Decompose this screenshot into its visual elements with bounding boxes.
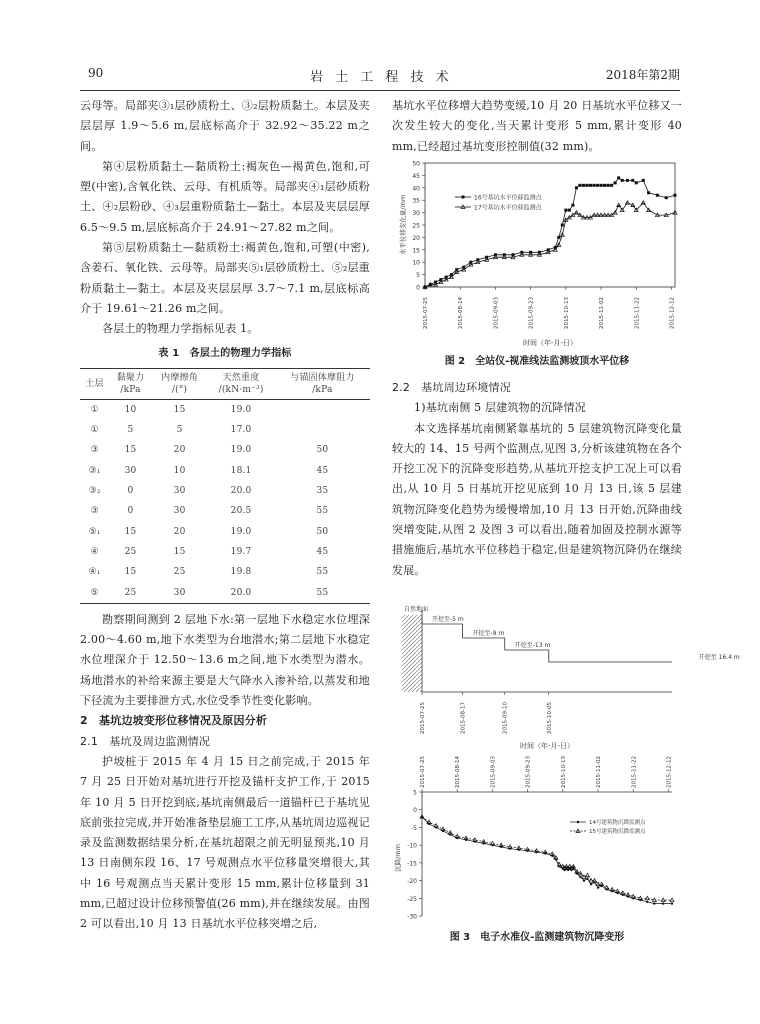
journal-title: 岩 土 工 程 技 术	[310, 70, 453, 85]
paragraph: 勘察期间测到 2 层地下水:第一层地下水稳定水位埋深 2.00～4.60 m,地下水类型为台地潜水;第二层地下水稳定水位埋深介于 12.50～13.6 m之间,地下水类型为潜水。场地潜水的补给来源主要是大气降水入渗补给,以蒸发和地下径流为主要排泄方式,水位受季节性变化影响。	[80, 612, 370, 708]
data-point	[568, 209, 571, 212]
table-row	[80, 542, 370, 562]
paragraph: 各层土的物理力学指标见表 1。	[102, 322, 259, 336]
table-cell: ④₁	[88, 567, 101, 578]
excavation-step-label: 开挖至-9 m	[472, 630, 505, 637]
table-cell: 20.5	[230, 506, 252, 517]
table-header-cell: 土层	[80, 368, 109, 399]
y-tick-label: 30	[412, 210, 420, 218]
table-header-cell: 黏聚力 /kPa	[109, 368, 151, 399]
data-point	[652, 898, 656, 902]
table-cell: 19.0	[230, 445, 252, 456]
table-cell: ③	[90, 445, 99, 456]
table-cell: ③₁	[88, 465, 101, 476]
table-cell: 55	[316, 567, 329, 578]
excavation-step-label: 开挖至 16.4 m	[698, 654, 740, 661]
series-line-16	[425, 178, 675, 287]
x-tick-label: 2015-11-02	[596, 756, 603, 788]
x-tick-label: 2015-09-23	[528, 297, 535, 329]
x-tick-label: 2015-09-03	[490, 756, 497, 788]
left-column	[80, 96, 370, 935]
data-point	[635, 181, 638, 184]
x-tick-label: 2015-10-13	[560, 756, 567, 788]
data-point	[653, 902, 655, 904]
y-tick-label: 15	[412, 247, 420, 255]
table-cell: 45	[316, 465, 329, 476]
table-header-cell: 内摩擦角 /(°)	[152, 368, 208, 399]
y-tick-label: 20	[412, 234, 420, 242]
x-tick-label: 2015-08-14	[455, 756, 462, 788]
table-caption: 表 1 各层土的物理力学指标	[158, 347, 292, 359]
table-cell: 19.8	[230, 567, 252, 578]
x-tick-label: 2015-09-03	[493, 297, 500, 329]
paragraph: 本文选择基坑南侧紧靠基坑的 5 层建筑物沉降变化量较大的 14、15 号两个监测点,见图 3,分析该建筑物在各个开挖工况下的沉降变形趋势,从基坑开挖支护工况上可以看出,从 10 月 5 日基坑开挖见底到 10 月 13 日,该 5 层建筑物沉降变化趋势为缓慢增加,10 月 13 日开始,沉降曲线突增变陡,从图 2 及图 3 可以看出,随着加固及控制水源等措施施后,基坑水平位移趋于稳定,但是建筑物沉降仍在继续发展。	[392, 421, 682, 577]
table-cell: 20.0	[230, 486, 252, 497]
data-point	[647, 191, 650, 194]
y-tick-label: 0	[416, 284, 420, 292]
table-cell: 15	[124, 445, 137, 456]
y-tick-label: 50	[412, 160, 420, 168]
y-tick-label: -25	[407, 895, 417, 903]
data-point	[600, 184, 603, 187]
start-label: 自然地面	[404, 606, 429, 613]
figure-2-horizontal-displacement-chart	[395, 155, 695, 350]
legend-label: 14号建筑物沉降监测点	[589, 820, 646, 827]
paragraph: 第⑤层粉质黏土—黏质粉土:褐黄色,饱和,可塑(中密),含姜石、氧化铁、云母等。局部夹⑤₁层砂质粉土、⑤₂层重粉质黏土—黏土。本层及夹层层厚 3.7～7.1 m,层底标高介于 19.61～21.26 m之间。	[80, 241, 370, 315]
x-tick-label: 2015-09-23	[525, 756, 532, 788]
x-tick-label: 2015-07-25	[420, 702, 426, 734]
data-point	[617, 176, 620, 179]
x-tick-label: 2015-11-22	[631, 756, 638, 788]
table-cell	[275, 420, 370, 440]
table-row	[80, 562, 370, 582]
paragraph: 基坑水平位移增大趋势变缓,10 月 20 日基坑水平位移又一次发生较大的变化,当天累计变形 5 mm,累计变形 40 mm,已经超过基坑变形控制值(32 mm)。	[392, 99, 682, 153]
data-point	[645, 896, 649, 900]
table-cell: 25	[109, 583, 151, 604]
table-cell: 20.0	[207, 583, 274, 604]
paragraph: 第④层粉质黏土—黏质粉土:褐灰色—褐黄色,饱和,可塑(中密),含氧化铁、云母、有机质等。局部夹④₁层砂质粉土、④₂层粉砂、④₃层重粉质黏土—黏土。本层及夹层层厚 6.5～9.5 m,层底标高介于 24.91～27.82 m之间。	[80, 159, 370, 234]
legend-marker	[462, 196, 465, 199]
data-point	[596, 184, 599, 187]
legend-label: 15号建筑物沉降监测点	[589, 829, 646, 836]
data-point	[578, 184, 581, 187]
x-tick-label: 2015-12-12	[666, 756, 673, 788]
table-row	[80, 522, 370, 542]
data-point	[665, 196, 668, 199]
legend-marker	[577, 821, 579, 823]
table-cell: ①	[90, 425, 99, 436]
subsection-heading: 2.2 基坑周边环境情况	[392, 381, 511, 394]
table-header-cell: 与锚固体摩阻力 /kPa	[275, 368, 370, 399]
legend-label: 17号基坑水平位移监测点	[474, 204, 542, 212]
table-cell: 19.7	[230, 546, 252, 557]
legend-label: 16号基坑水平位移监测点	[474, 194, 542, 202]
data-point	[597, 886, 599, 888]
y-tick-label: 35	[412, 197, 420, 205]
data-point	[586, 878, 588, 880]
paragraph: 云母等。局部夹③₁层砂质粉土、③₂层粉质黏土。本层及夹层层厚 1.9～5.6 m,层底标高介于 32.92～35.22 m之间。	[80, 99, 370, 153]
table-row	[80, 481, 370, 501]
y-tick-label: -10	[407, 842, 417, 850]
page-number: 90	[88, 66, 104, 80]
table-cell: 0	[127, 486, 134, 497]
table-cell: ③	[90, 506, 99, 517]
y-axis-label: 水平位移变化量/mm	[399, 194, 407, 256]
data-point	[621, 179, 624, 182]
table-cell: 35	[316, 486, 329, 497]
right-column-mid	[392, 378, 682, 581]
table-header-cell: 天然重度 /(kN·m⁻³)	[207, 368, 274, 399]
table-cell: 25	[173, 567, 186, 578]
y-tick-label: 25	[412, 222, 420, 230]
series-line-17	[425, 203, 675, 287]
table-cell: 0	[127, 506, 134, 517]
y-tick-label: 5	[413, 789, 417, 797]
ground-hatch	[402, 615, 422, 692]
y-tick-label: 45	[412, 172, 420, 180]
data-point	[589, 184, 592, 187]
table-cell: 30	[173, 486, 186, 497]
y-axis-label: 沉降/mm	[394, 844, 402, 872]
table-cell: 20	[173, 445, 186, 456]
excavation-step-label: 开挖至-13 m	[514, 642, 551, 649]
data-point	[674, 194, 677, 197]
data-point	[626, 179, 629, 182]
figure-3-caption: 图 3 电子水准仪-监测建筑物沉降变形	[449, 932, 625, 943]
data-point	[656, 194, 659, 197]
data-point	[642, 179, 645, 182]
y-tick-label: 0	[413, 807, 417, 815]
table-cell: 45	[316, 546, 329, 557]
x-tick-label: 2015-09-10	[502, 702, 509, 734]
table-row	[80, 461, 370, 481]
table-cell: ④	[90, 546, 99, 557]
table-cell: 15	[124, 567, 137, 578]
right-column	[392, 96, 682, 157]
issue-label: 2018年第2期	[605, 68, 680, 82]
y-tick-label: 5	[416, 272, 420, 280]
table-cell: 18.1	[230, 465, 252, 476]
data-point	[593, 184, 596, 187]
table-cell: ⑤	[80, 583, 109, 604]
table-row	[80, 420, 370, 440]
x-tick-label: 2015-10-13	[563, 297, 570, 329]
table-row	[80, 583, 370, 604]
table-cell: 50	[316, 526, 329, 537]
soil-properties-table	[80, 368, 370, 604]
x-tick-label: 2015-11-02	[599, 297, 606, 329]
section-heading: 2 基坑边坡变形位移情况及原因分析	[80, 714, 268, 728]
y-tick-label: -15	[407, 860, 417, 868]
data-point	[585, 184, 588, 187]
table-cell: 15	[124, 526, 137, 537]
data-point	[571, 204, 574, 207]
table-cell: 30	[152, 583, 208, 604]
x-tick-label: 2015-12-12	[669, 297, 676, 329]
data-point	[610, 184, 613, 187]
subsection-heading: 2.1 基坑及周边监测情况	[80, 734, 211, 748]
table-cell: 19.0	[230, 404, 252, 415]
data-point	[579, 876, 581, 878]
data-point	[561, 224, 564, 227]
y-tick-label: -5	[411, 824, 417, 832]
x-tick-label: 2015-08-17	[460, 702, 467, 734]
data-point	[583, 879, 585, 881]
table-cell: 30	[173, 506, 186, 517]
y-tick-label: 10	[412, 259, 420, 267]
table-cell: ③₂	[88, 486, 101, 497]
x-tick-label: 2015-08-14	[458, 297, 465, 329]
table-cell: 10	[124, 404, 137, 415]
data-point	[662, 902, 664, 904]
subheading: 1)基坑南侧 5 层建筑物的沉降情况	[414, 401, 586, 415]
table-cell: 20	[173, 526, 186, 537]
table-cell: ⑤₁	[88, 526, 101, 537]
table-cell: 55	[316, 506, 329, 517]
x-tick-label: 2015-11-22	[634, 297, 641, 329]
table-cell: ①	[90, 404, 99, 415]
table-cell: 10	[173, 465, 186, 476]
header-rule	[80, 90, 680, 91]
excavation-step-label: 开挖至-5 m	[432, 616, 464, 623]
x-axis-label: 时间（年-月-日）	[522, 339, 578, 347]
table-cell: 5	[127, 425, 134, 436]
y-tick-label: 40	[412, 185, 420, 193]
data-point	[646, 901, 648, 903]
table-cell: 25	[124, 546, 137, 557]
table-cell: 15	[173, 546, 186, 557]
y-tick-label: -20	[407, 878, 417, 886]
x-tick-label: 2015-10-05	[546, 702, 553, 734]
x-axis-label: 时间（年-月-日）	[519, 742, 575, 750]
x-tick-label: 2015-07-25	[423, 297, 429, 329]
data-point	[603, 184, 606, 187]
data-point	[607, 184, 610, 187]
x-tick-label: 2015-07-25	[420, 756, 426, 788]
y-tick-label: -30	[407, 913, 417, 921]
table-row	[80, 399, 370, 420]
figure-3-settlement-chart	[392, 596, 740, 926]
data-point	[614, 181, 617, 184]
data-point	[557, 236, 560, 239]
figure-2-caption: 图 2 全站仪-视准线法监测坡顶水平位移	[444, 356, 630, 367]
data-point	[585, 873, 589, 877]
data-point	[564, 209, 567, 212]
data-point	[582, 184, 585, 187]
table-cell	[275, 399, 370, 420]
table-cell: 17.0	[230, 425, 252, 436]
paragraph: 护坡桩于 2015 年 4 月 15 日之前完成,于 2015 年 7 月 25 日开始对基坑进行开挖及锚杆支护工作,于 2015 年 10 月 5 日开挖到底,基坑南侧最后一道锚杆已于基坑见底前张拉完成,并开始准备垫层施工工序,从基坑周边巡视记录及监测数据结果分析,在基坑超限之前无明显预兆,10 月 13 日南侧东段 16、17 号观测点水平位移量突增很大,其中 16 号观测点当天累计变形 15 mm,累计位移量到 31 mm,已超过设计位移预警值(26 mm),并在继续发展。由图 2 可以看出,10 月 13 日基坑水平位移突增之后,	[80, 754, 370, 931]
table-cell: 15	[173, 404, 186, 415]
data-point	[631, 179, 634, 182]
table-cell: 19.0	[230, 526, 252, 537]
table-row	[80, 440, 370, 460]
table-cell: 5	[176, 425, 183, 436]
data-point	[671, 902, 673, 904]
data-point	[590, 883, 592, 885]
table-row	[80, 501, 370, 521]
table-cell: 30	[124, 465, 137, 476]
data-point	[575, 186, 578, 189]
table-cell: 55	[275, 583, 370, 604]
table-cell: 50	[316, 445, 329, 456]
